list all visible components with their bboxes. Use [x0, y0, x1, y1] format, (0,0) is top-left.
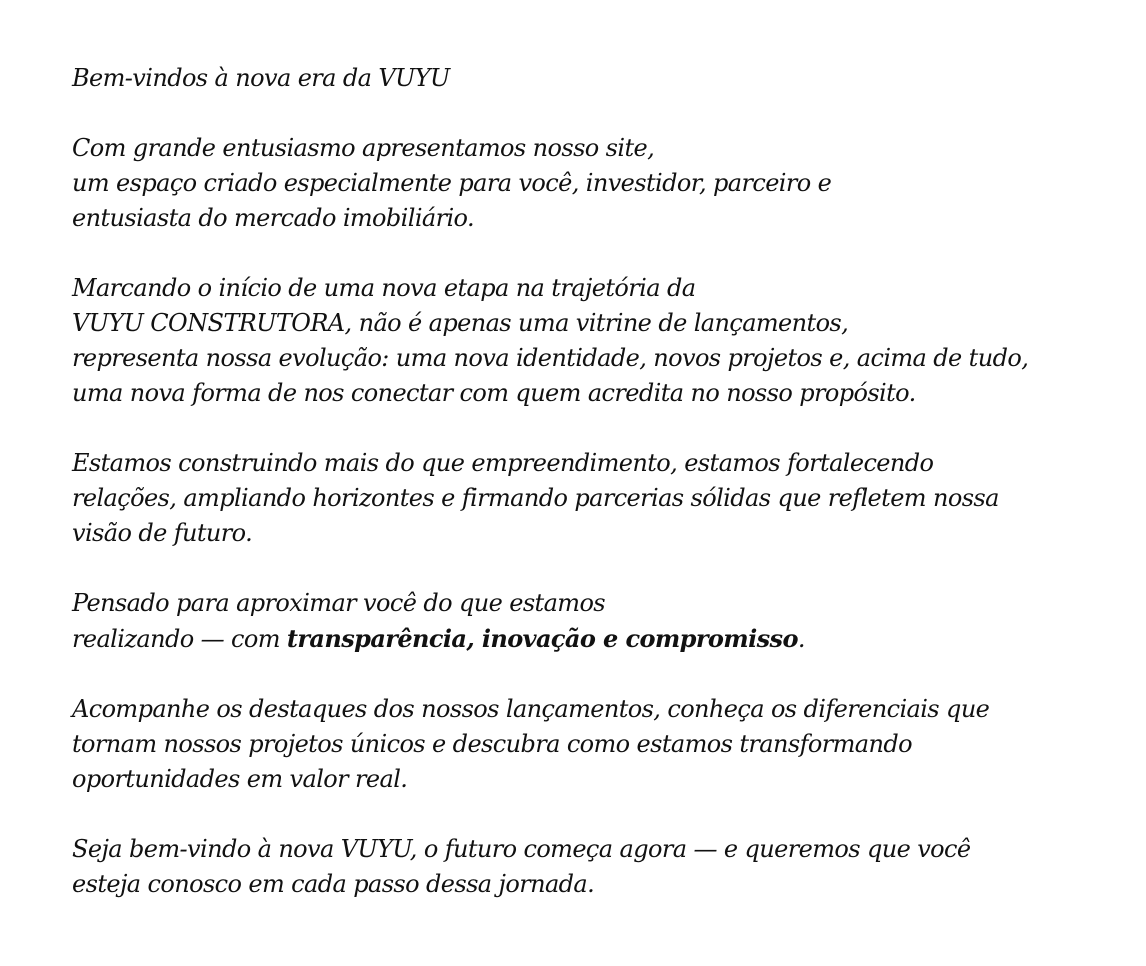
- purpose-line-1: Pensado para aproximar você do que estamos: [72, 589, 606, 617]
- milestone-line-3: representa nossa evolução: uma nova identidade, novos projetos e, acima de tudo,: [72, 344, 1029, 372]
- building-line-3: visão de futuro.: [72, 519, 253, 547]
- purpose-values-emphasis: transparência, inovação e compromisso: [286, 624, 798, 653]
- closing-line-1: Seja bem-vindo à nova VUYU, o futuro começa agora — e queremos que você: [72, 835, 971, 863]
- welcome-letter: [72, 61, 1132, 937]
- intro-paragraph: [72, 131, 1132, 236]
- building-line-2: relações, ampliando horizontes e firmando parcerias sólidas que refletem nossa: [72, 484, 999, 512]
- purpose-suffix: .: [797, 625, 805, 653]
- closing-line-2: esteja conosco em cada passo dessa jornada.: [72, 870, 595, 898]
- follow-line-1: Acompanhe os destaques dos nossos lançamentos, conheça os diferenciais que: [72, 695, 990, 723]
- intro-line-3: entusiasta do mercado imobiliário.: [72, 204, 475, 232]
- title-line: Bem-vindos à nova era da VUYU: [72, 64, 450, 92]
- follow-line-2: tornam nossos projetos únicos e descubra como estamos transformando: [72, 730, 912, 758]
- purpose-line-2: [72, 621, 1132, 657]
- follow-paragraph: [72, 692, 1132, 797]
- milestone-line-4: uma nova forma de nos conectar com quem acredita no nosso propósito.: [72, 379, 916, 407]
- purpose-paragraph: [72, 586, 1132, 657]
- intro-line-1: Com grande entusiasmo apresentamos nosso site,: [72, 134, 655, 162]
- building-line-1: Estamos construindo mais do que empreendimento, estamos fortalecendo: [72, 449, 934, 477]
- building-paragraph: [72, 446, 1132, 551]
- milestone-line-1: Marcando o início de uma nova etapa na trajetória da: [72, 274, 696, 302]
- milestone-line-2: VUYU CONSTRUTORA, não é apenas uma vitrine de lançamentos,: [72, 309, 849, 337]
- milestone-paragraph: [72, 271, 1132, 411]
- purpose-prefix: realizando — com: [72, 625, 287, 653]
- letter-title: [72, 61, 1132, 96]
- follow-line-3: oportunidades em valor real.: [72, 765, 408, 793]
- intro-line-2: um espaço criado especialmente para você, investidor, parceiro e: [72, 169, 832, 197]
- closing-paragraph: [72, 832, 1132, 902]
